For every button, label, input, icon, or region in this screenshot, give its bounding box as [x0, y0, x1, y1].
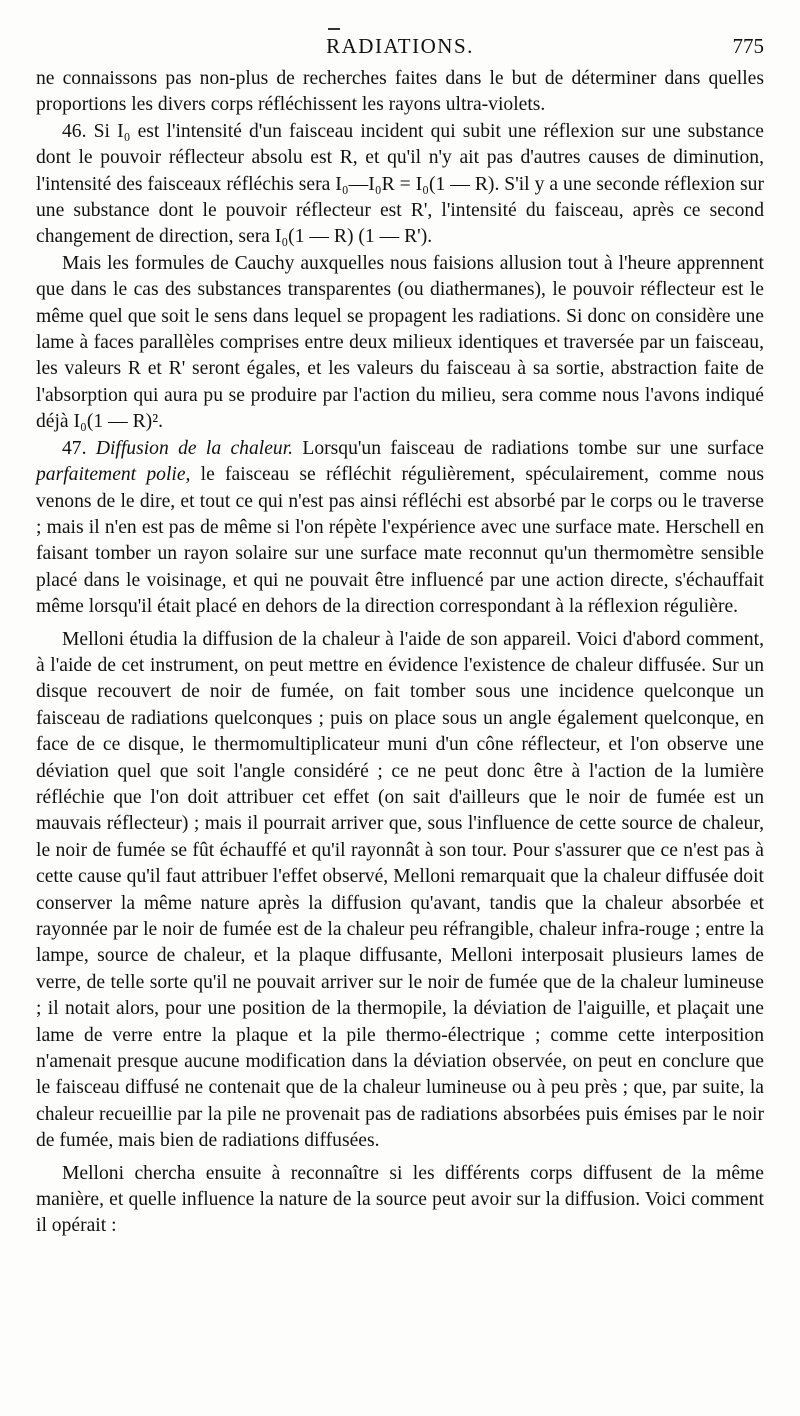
section-number: 46.: [62, 120, 87, 142]
page-number: 775: [732, 34, 764, 58]
paragraph-47: [36, 436, 764, 621]
paragraph-text: ne connaissons pas non-plus de recherches faites dans le but de déterminer dans quelles proportions les divers corps réfléchissent les rayons ultra-violets.: [36, 68, 764, 116]
paragraph-text: Melloni étudia la diffusion de la chaleur à l'aide de son appareil. Voici d'abord comment, à l'aide de cet instrument, on peut mettre en évidence l'existence de chaleur diffusée. Sur un disque recouvert de noir de fumée, on fait tomber sous une incidence quelconque un faisceau de radiations quelconques ; puis on place sous un angle également quelconque, en face de ce disque, le thermomultiplicateur muni d'un cône réflecteur, et l'on observe une déviation quel que soit l'angle considéré ; ce ne peut donc être à l'action de la lumière réfléchie que l'on doit attribuer cet effet (on sait d'ailleurs que le noir de fumée est un mauvais réflecteur) ; mais il pourrait arriver que, sous l'influence de cette source de chaleur, le noir de fumée se fût échauffé et qu'il rayonnât à son tour. Pour s'assurer que ce n'est pas à cette cause qu'il faut attribuer l'effet observé, Melloni remarquait que la chaleur diffusée doit conserver la même nature après la diffusion qu'avant, tandis que la chaleur absorbée et rayonnée par le noir de fumée est de la chaleur peu réfrangible, chaleur infra-rouge ; entre la lampe, source de chaleur, et la plaque diffusante, Melloni interposait plusieurs lames de verre, de telle sorte qu'il ne pouvait arriver sur le noir de fumée que de la chaleur lumineuse ; il notait alors, pour une position de la thermopile, la déviation de l'aiguille, et plaçait une lame de verre entre la plaque et la pile thermo-électrique ; comme cette interposition n'amenait presque aucune modification dans la déviation observée, on peut en conclure que le faisceau diffusé ne contenait que de la chaleur lumineuse ou à peu près ; que, par suite, la chaleur recueillie par la pile ne provenait pas de radiations absorbées puis émises par le noir de fumée, mais bien de radiations diffusées.: [36, 628, 764, 1152]
header-dash: [328, 28, 340, 30]
paragraph-text: Mais les formules de Cauchy auxquelles nous faisions allusion tout à l'heure apprennent que dans le cas des substances transparentes (ou diathermanes), le pouvoir réflecteur est le même quel que soit le sens dans lequel se propagent les radiations. Si donc on considère une lame à faces parallèles comprises entre deux milieux identiques et traversée par un faisceau, les valeurs R et R' seront égales, et les valeurs du faisceau à sa sortie, abstraction faite de l'absorption qui aura pu se produire par l'action du milieu, sera comme nous l'avons indiqué déjà I₀(1 — R)².: [36, 252, 764, 433]
paragraph-46: [36, 119, 764, 251]
paragraph-text: Melloni chercha ensuite à reconnaître si les différents corps diffusent de la même manière, et quelle influence la nature de la source peut avoir sur la diffusion. Voici comment il opérait :: [36, 1162, 764, 1237]
paragraph-text: Lorsqu'un faisceau de radiations tombe sur une surface: [302, 437, 764, 459]
running-header: [36, 28, 764, 66]
section-number: 47.: [62, 437, 87, 459]
body-text: [36, 66, 764, 1240]
paragraph-text: Si I₀ est l'intensité d'un faisceau incident qui subit une réflexion sur une substance dont le pouvoir réflecteur absolu est R, et qu'il n'y ait pas d'autres causes de diminution, l'intensité des faisceaux réfléchis sera I₀—I₀R = I₀(1 — R). S'il y a une seconde réflexion sur une substance dont le pouvoir réflecteur est R', l'intensité du faisceau, après ce second changement de direction, sera I₀(1 — R) (1 — R').: [36, 120, 764, 248]
paragraph-text: le faisceau se réfléchit régulièrement, spéculairement, comme nous venons de le dire, et tout ce qui n'est pas ainsi réfléchi est absorbé par le corps ou le traverse ; mais il n'en est pas de même si l'on répète l'expérience avec une surface mate. Herschell en faisant tomber un rayon solaire sur une surface mate reconnut qu'un thermomètre sensible placé dans le voisinage, et qui ne pouvait être influencé par une action directe, s'échauffait même lorsqu'il était placé en dehors de la direction correspondant à la réflexion régulière.: [36, 464, 765, 618]
paragraph-melloni-method: [36, 1161, 764, 1240]
section-heading: Diffusion de la chaleur.: [95, 437, 294, 459]
running-title: RADIATIONS.: [326, 34, 474, 58]
paragraph-continuation: [36, 66, 764, 119]
emphasis-text: parfaitement polie,: [36, 464, 191, 486]
paragraph-melloni: [36, 627, 764, 1155]
paragraph-cauchy: [36, 251, 764, 436]
